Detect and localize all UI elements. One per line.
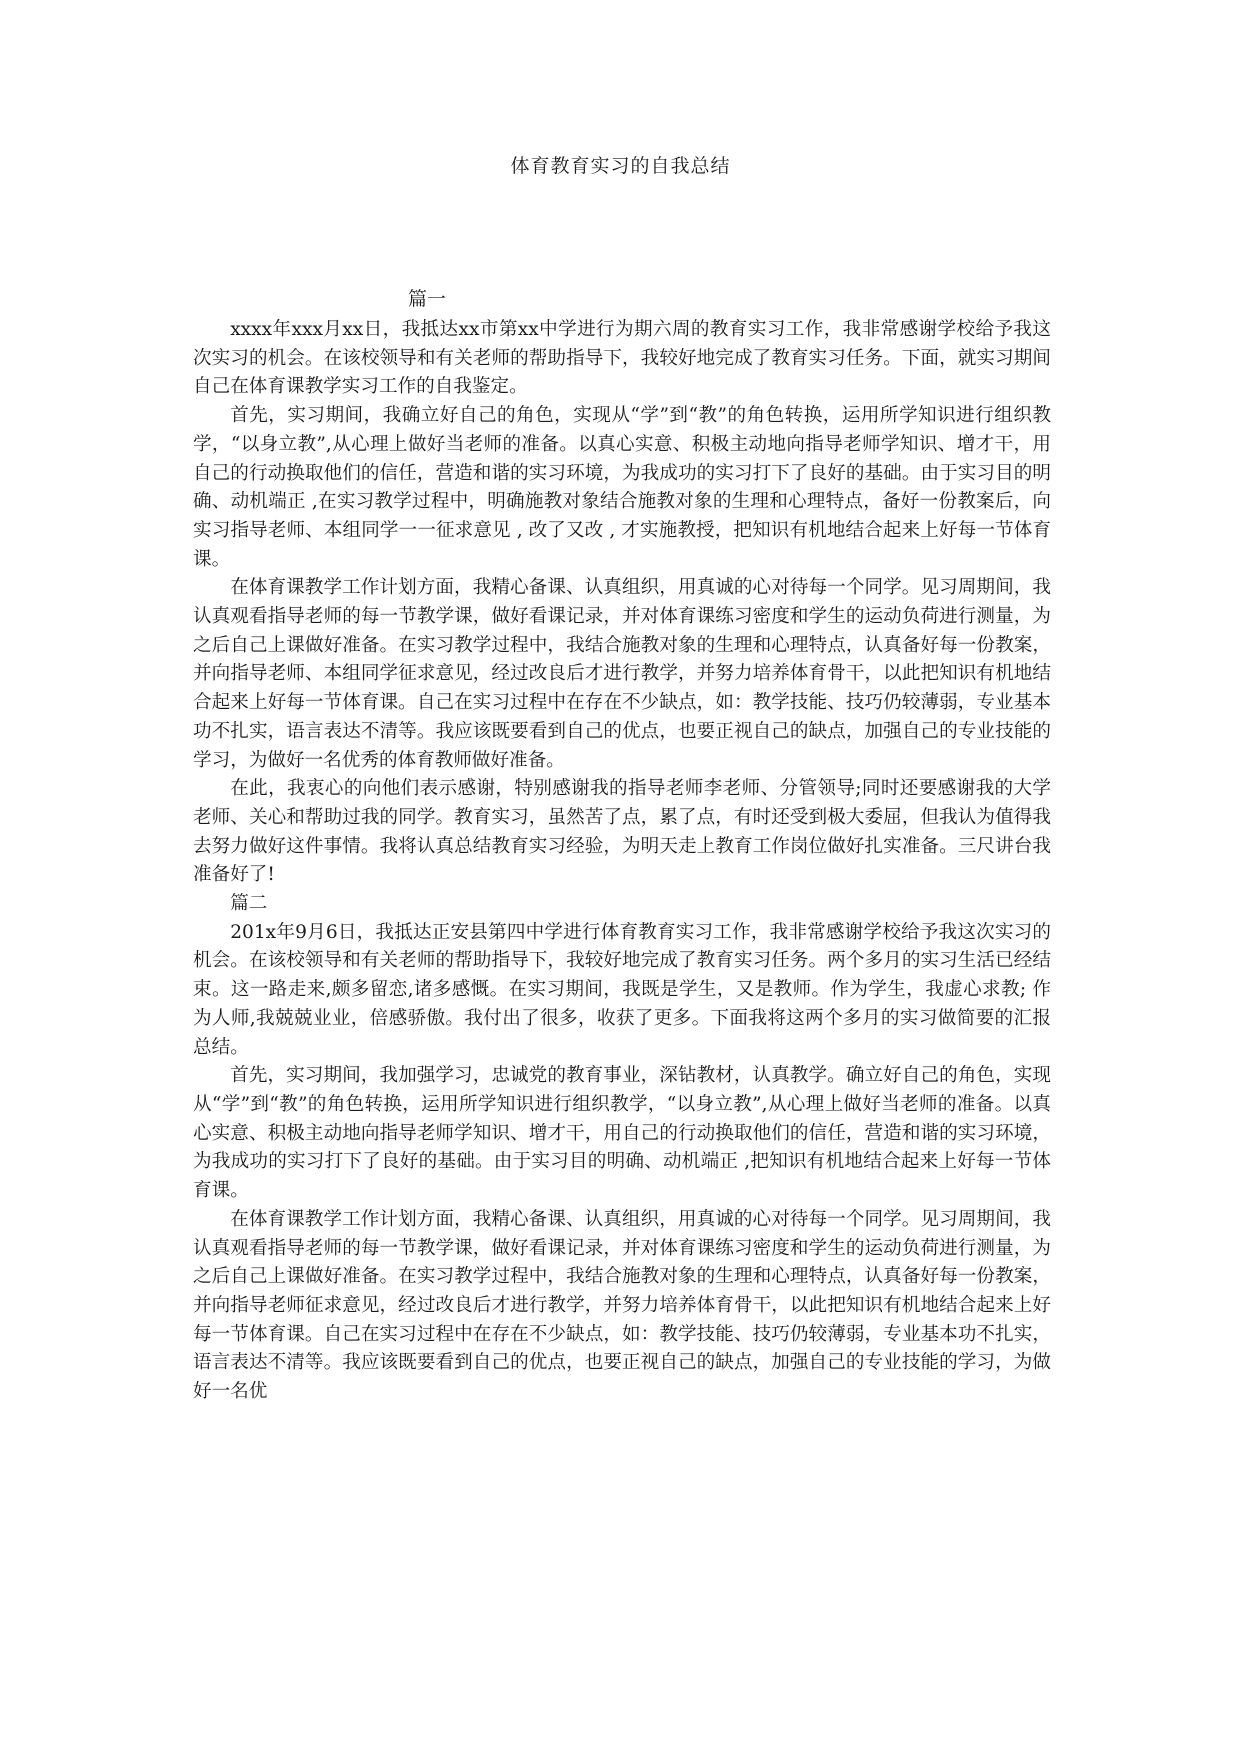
paragraph: xxxx年xxx月xx日，我抵达xx市第xx中学进行为期六周的教育实习工作，我非常感谢学校给予我这次实习的机会。在该校领导和有关老师的帮助指导下，我较好地完成了教育实习任务。下面，就实习期间自己在体育课教学实习工作的自我鉴定。	[193, 319, 1051, 398]
section-heading-1: 篇一	[408, 288, 447, 310]
paragraph: 在体育课教学工作计划方面，我精心备课、认真组织，用真诚的心对待每一个同学。见习周期间，我认真观看指导老师的每一节教学课，做好看课记录，并对体育课练习密度和学生的运动负荷进行测量，为之后自己上课做好准备。在实习教学过程中，我结合施教对象的生理和心理特点，认真备好每一份教案，并向指导老师征求意见，经过改良后才进行教学，并努力培养体育骨干，以此把知识有机地结合起来上好每一节体育课。自己在实习过程中在存在不少缺点，如：教学技能、技巧仍较薄弱，专业基本功不扎实，语言表达不清等。我应该既要看到自己的优点，也要正视自己的缺点，加强自己的专业技能的学习，为做好一名优	[193, 1208, 1051, 1403]
paragraph: 首先，实习期间，我加强学习，忠诚党的教育事业，深钻教材，认真教学。确立好自己的角色，实现从“学”到“教”的角色转换，运用所学知识进行组织教学，“以身立教”,从心理上做好当老师的准备。以真心实意、积极主动地向指导老师学知识、增才干，用自己的行动换取他们的信任，营造和谐的实习环境，为我成功的实习打下了良好的基础。由于实习目的明确、动机端正 ,把知识有机地结合起来上好每一节体育课。	[193, 1065, 1051, 1202]
paragraph: 201x年9月6日，我抵达正安县第四中学进行体育教育实习工作，我非常感谢学校给予我这次实习的机会。在该校领导和有关老师的帮助指导下，我较好地完成了教育实习任务。两个多月的实习生活已经结束。这一路走来,颇多留恋,诸多感慨。在实习期间，我既是学生，又是教师。作为学生，我虚心求教; 作为人师,我兢兢业业，倍感骄傲。我付出了很多，收获了更多。下面我将这两个多月的实习做简要的汇报总结。	[193, 921, 1051, 1058]
document-body	[193, 316, 1051, 1407]
paragraph: 在体育课教学工作计划方面，我精心备课、认真组织，用真诚的心对待每一个同学。见习周期间，我认真观看指导老师的每一节教学课，做好看课记录，并对体育课练习密度和学生的运动负荷进行测量，为之后自己上课做好准备。在实习教学过程中，我结合施教对象的生理和心理特点，认真备好每一份教案，并向指导老师、本组同学征求意见，经过改良后才进行教学，并努力培养体育骨干，以此把知识有机地结合起来上好每一节体育课。自己在实习过程中在存在不少缺点，如：教学技能、技巧仍较薄弱，专业基本功不扎实，语言表达不清等。我应该既要看到自己的优点，也要正视自己的缺点，加强自己的专业技能的学习，为做好一名优秀的体育教师做好准备。	[193, 577, 1051, 771]
paragraph: 首先，实习期间，我确立好自己的角色，实现从“学”到“教”的角色转换，运用所学知识进行组织教学，“以身立教”,从心理上做好当老师的准备。以真心实意、积极主动地向指导老师学知识、增才干，用自己的行动换取他们的信任，营造和谐的实习环境，为我成功的实习打下了良好的基础。由于实习目的明确、动机端正 ,在实习教学过程中，明确施教对象结合施教对象的生理和心理特点，备好一份教案后，向实习指导老师、本组同学一一征求意见 , 改了又改 , 才实施教授，把知识有机地结合起来上好每一节体育课。	[193, 405, 1051, 570]
section-heading-2: 篇二	[230, 893, 268, 915]
document-title: 体育教育实习的自我总结	[510, 155, 731, 177]
paragraph: 在此，我衷心的向他们表示感谢，特别感谢我的指导老师李老师、分管领导;同时还要感谢我的大学老师、关心和帮助过我的同学。教育实习，虽然苦了点，累了点，有时还受到极大委屈，但我认为值得我去努力做好这件事情。我将认真总结教育实习经验，为明天走上教育工作岗位做好扎实准备。三尺讲台我准备好了!	[193, 778, 1051, 886]
